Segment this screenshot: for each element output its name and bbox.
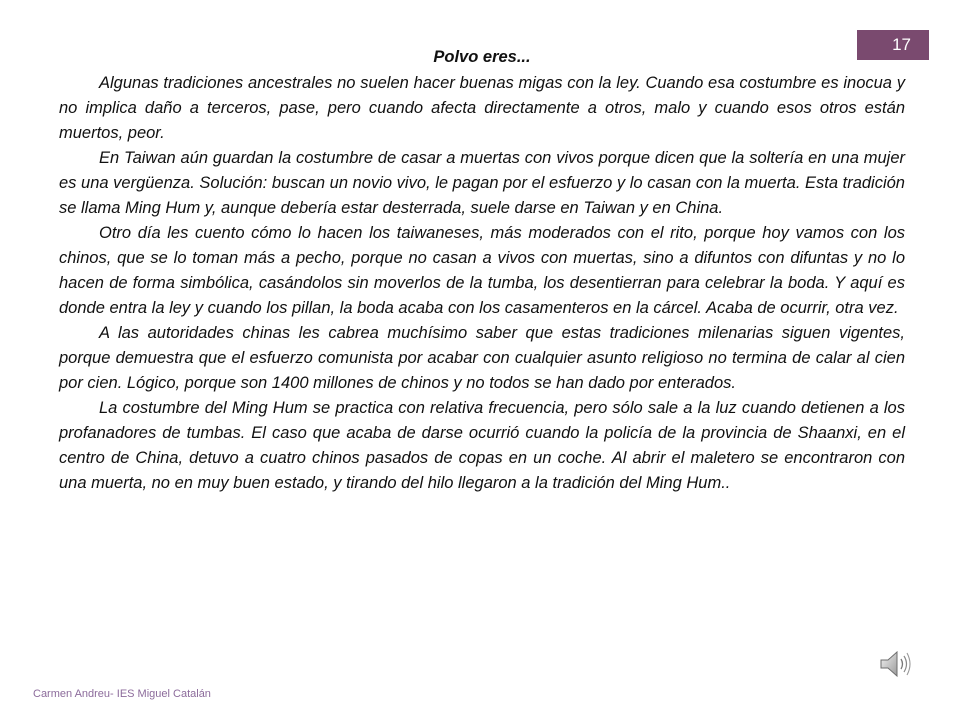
- footer-credit: Carmen Andreu- IES Miguel Catalán: [33, 688, 211, 700]
- speaker-icon[interactable]: [878, 647, 912, 681]
- slide-number: 17: [892, 35, 911, 54]
- paragraph-1: Algunas tradiciones ancestrales no suelen hacer buenas migas con la ley. Cuando esa costumbre es inocua y no implica daño a terceros, pase, pero cuando afecta directamente a otros, malo y cuando esos otros están muertos, peor.: [59, 74, 905, 142]
- paragraph-2: En Taiwan aún guardan la costumbre de casar a muertas con vivos porque dicen que la soltería en una mujer es una vergüenza. Solución: buscan un novio vivo, le pagan por el esfuerzo y lo casan con la muerta. Esta tradición se llama Ming Hum y, aunque debería estar desterrada, suele darse en Taiwan y en China.: [59, 149, 905, 217]
- article-title: Polvo eres...: [433, 48, 531, 66]
- paragraph-4: A las autoridades chinas les cabrea muchísimo saber que estas tradiciones milenarias siguen vigentes, porque demuestra que el esfuerzo comunista por acabar con cualquier asunto religioso no termina de calar al cien por cien. Lógico, porque son 1400 millones de chinos y no todos se han dado por enterados.: [59, 324, 905, 392]
- paragraph-5: La costumbre del Ming Hum se practica con relativa frecuencia, pero sólo sale a la luz cuando detienen a los profanadores de tumbas. El caso que acaba de darse ocurrió cuando la policía de la provincia de Shaanxi, en el centro de China, detuvo a cuatro chinos pasados de copas en un coche. Al abrir el maletero se encontraron con una muerta, no en muy buen estado, y tirando del hilo llegaron a la tradición del Ming Hum..: [59, 399, 905, 492]
- paragraph-3: Otro día les cuento cómo lo hacen los taiwaneses, más moderados con el rito, porque hoy vamos con los chinos, que se lo toman más a pecho, porque no casan a vivos con muertas, sino a difuntos con difuntas y no lo hacen de forma simbólica, casándolos sin moverlos de la tumba, los desentierran para celebrar la boda. Y aquí es donde entra la ley y cuando los pillan, la boda acaba con los casamenteros en la cárcel. Acaba de ocurrir, otra vez.: [59, 224, 905, 317]
- article: [59, 47, 905, 496]
